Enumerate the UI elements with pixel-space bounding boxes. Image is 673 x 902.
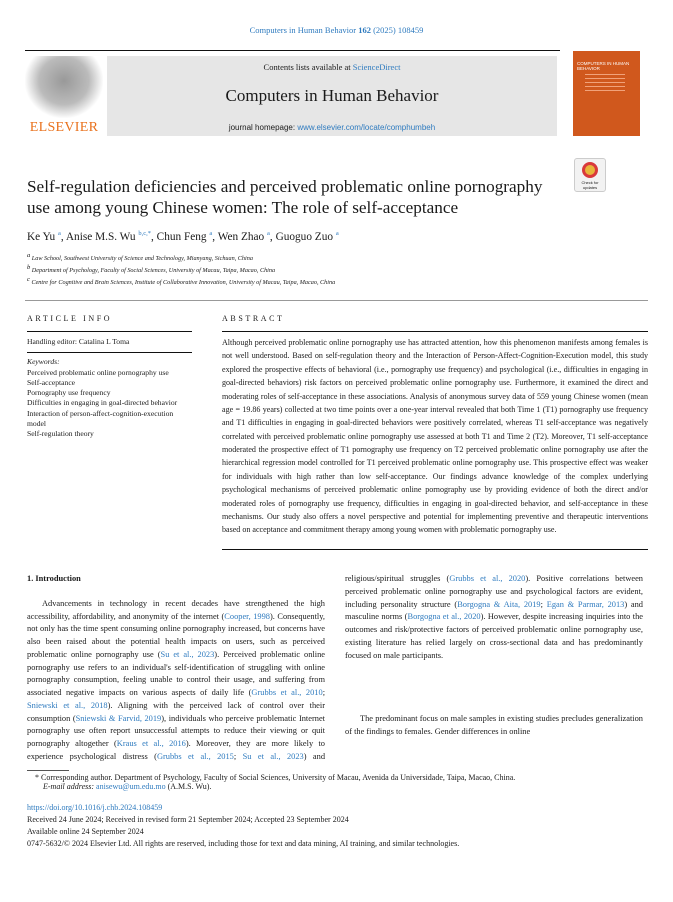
abstract-text: Although perceived problematic online pornography use has attracted attention, how this phenomenon manifests among females is not well understood. Based on self-regulation theory and the Interaction of Person-Affect-Cognition-Execution model, this study explored the prospective effects of behavioral (i.e., pornography use frequency) and psychological (i.e., difficulties in engaging in goal-directed behaviors) risk factors on perceived problematic online pornography use. Furthermore, it examined the direct and moderating roles of self-acceptance in these associations. Analysis of anonymous survey data of 559 young Chinese women (mean age = 19.86 years) collected at two time points over a one-year interval revealed that both Time 1 (T1) pornography use frequency and T1 difficulties in engaging in goal-directed behaviors were positively correlated, whereas T1 self-acceptance was negatively correlated with perceived problematic online pornography use assessed at both T1 and Time 2 (T2). Moreover, T1 self-acceptance moderated the prospective effect of T1 pornography use frequency on T2 perceived problematic online pornography use after the hierarchical regression model controlled for T1 perceived problematic online pornography use. This prospective effect was weaker for individuals with high rather than low self-acceptance. Our findings advance knowledge of the complex underlying psychological mechanisms of perceived problematic online pornography use by providing evidence of both the direct and/or moderated roles of pornography use frequency, difficulties in engaging in goal-directed behavior, and self-acceptance in these mechanisms. Our study also offers a novel perspective and potential for implementing preventive and therapeutic interventions based on acceptance and commitment therapy among young women with problematic pornography use. (222, 338, 648, 535)
journal-reference (0, 25, 673, 35)
text-run: religious/spiritual struggles ( (345, 574, 450, 583)
article-title: Self-regulation deficiencies and perceived problematic online pornography use among young Chinese women: The role of self-acceptance (27, 177, 543, 217)
text-run: ). Perceived problematic online pornography use refers to an individual's self-identification of struggling with online pornography consumption, feeling unable to control their usage, and suffering from associated negative impacts on various aspects of daily life ( (27, 649, 325, 697)
citation-link[interactable]: Cooper, 1998 (224, 611, 270, 621)
affiliation: $^b$ Department of Psychology, Faculty of Social Sciences, University of Macau, Taipa, Macao, China (27, 264, 276, 275)
citation-link[interactable]: Su et al., 2023 (160, 649, 215, 659)
intro-column-1 (27, 573, 325, 763)
journal-title: Computers in Human Behavior (225, 86, 439, 105)
doi-link[interactable]: https://doi.org/10.1016/j.chb.2024.108459 (27, 803, 163, 812)
article-info (27, 337, 192, 440)
tree-icon (25, 56, 103, 118)
continued-text (345, 573, 643, 662)
handling-editor: Handling editor: Catalina L Toma (27, 337, 130, 346)
keyword: Self-acceptance (27, 377, 76, 387)
text-run: ). Positive correlations between perceived problematic online pornography use and psychological factors are evident, including personality structure ( (345, 574, 643, 609)
keyword: Interaction of person-affect-cognition-execution model (27, 408, 174, 429)
intro-paragraph-continued (345, 573, 643, 713)
keywords-label: Keywords: (27, 357, 60, 367)
homepage-label: journal homepage: (228, 123, 296, 132)
check-for-updates-button[interactable] (574, 158, 606, 192)
text-run: ; (540, 599, 547, 609)
intro-paragraph: The predominant focus on male samples in existing studies precludes generalization of the findings to females. Gender differences in online (345, 714, 643, 736)
citation-link[interactable]: Su et al., 2023 (242, 751, 304, 761)
keyword: Self-regulation theory (27, 429, 94, 439)
sciencedirect-link[interactable]: ScienceDirect (352, 62, 401, 72)
author[interactable]: Chun Feng $^a$ (156, 230, 213, 243)
bookmark-icon (582, 162, 598, 178)
author-list: Ke Yu $^a$, Anise M.S. Wu $^{b,c,*}$, Chun Feng $^a$, Wen Zhao $^a$, Guoguo Zuo $^a$ (27, 230, 339, 243)
author[interactable]: Wen Zhao $^a$ (217, 230, 270, 243)
elsevier-logo[interactable] (25, 56, 103, 136)
cover-title: COMPUTERS IN HUMAN BEHAVIOR (577, 61, 630, 71)
journal-banner (107, 56, 557, 136)
citation-link[interactable]: Borgogna et al., 2020 (407, 612, 481, 622)
intro-paragraph (27, 598, 325, 763)
author[interactable]: Guoguo Zuo $^a$ (275, 230, 339, 243)
divider (25, 300, 648, 301)
text-run: Advancements in technology in recent decades have strengthened the high accessibility, affordability, and anonymity of the internet ( (27, 598, 325, 621)
text-run: ) and masculine norms ( (345, 599, 643, 622)
divider (222, 549, 648, 550)
text-run: ; (322, 688, 325, 697)
email-label: E-mail address: (43, 782, 95, 791)
citation-link[interactable]: Kraus et al., 2016 (116, 739, 186, 748)
text-run: ), individuals who perceive problematic Internet pornography use often report unsuccessful attempts to reduce their viewing or quit pornography altogether ( (27, 713, 325, 748)
divider (27, 331, 192, 332)
intro-column-2 (345, 573, 643, 739)
received-dates: Received 24 June 2024; Received in revised form 21 September 2024; Accepted 23 September 2024 (27, 815, 349, 824)
text-run: ). Consequently, not only has the time spent consuming online pornography increased, but concerns have also been raised about the potential health impacts on users, such as perceived problematic online pornography use ( (27, 611, 325, 659)
citation-link[interactable]: Sniewski & Farvid, 2019 (75, 713, 162, 723)
divider (25, 50, 560, 51)
text-run: ). However, despite increasing inquiries into the outcomes and risk/protective factors of perceived problematic online pornography use, existing literature has relied largely on cross-sectional data and has predominantly focused on male participants. (345, 612, 643, 660)
footnote-divider (27, 770, 69, 771)
author[interactable]: Anise M.S. Wu $^{b,c,*}$ (65, 230, 151, 243)
homepage-link[interactable]: www.elsevier.com/locate/comphumbeh (297, 123, 436, 132)
citation-link[interactable]: Grubbs et al., 2015 (156, 751, 234, 761)
available-online: Available online 24 September 2024 (27, 827, 144, 836)
abstract-heading: ABSTRACT (222, 314, 285, 323)
citation-link[interactable]: Grubbs et al., 2020 (449, 574, 526, 583)
divider (222, 331, 648, 332)
copyright: 0747-5632/© 2024 Elsevier Ltd. All rights are reserved, including those for text and data mining, AI training, and similar technologies. (27, 839, 460, 848)
text-run: ; (233, 751, 243, 761)
citation-link[interactable]: Egan & Parmar, 2013 (546, 599, 625, 609)
publisher-name: ELSEVIER (29, 120, 99, 135)
affiliation: $^c$ Centre for Cognitive and Brain Sciences, Institute of Collaborative Innovation, University of Macau, Taipa, Macao, China (27, 276, 336, 287)
keyword: Difficulties in engaging in goal-directed behavior (27, 398, 178, 408)
text-run: ). Moreover, they are more likely to experience psychological distress ( (27, 739, 325, 761)
author[interactable]: Ke Yu $^a$ (27, 230, 61, 243)
affiliation: $^a$ Law School, Southwest University of Science and Technology, Mianyang, Sichuan, China (27, 252, 253, 263)
citation-link[interactable]: Grubbs et al., 2010 (251, 688, 323, 697)
keyword: Pornography use frequency (27, 388, 111, 398)
journal-link[interactable]: Computers in Human Behavior 162 (2025) 108459 (249, 25, 424, 35)
email-link[interactable]: anisewu@um.edu.mo (96, 782, 166, 791)
badge-label: Check for updates (581, 180, 599, 190)
corresponding-footnote (27, 773, 657, 791)
journal-cover[interactable] (573, 51, 640, 136)
article-meta (27, 802, 657, 850)
email-suffix: (A.M.S. Wu). (167, 782, 212, 791)
keyword: Perceived problematic online pornography use (27, 367, 169, 377)
citation-link[interactable]: Borgogna & Aita, 2019 (457, 599, 541, 609)
article-info-heading: ARTICLE INFO (27, 314, 113, 323)
contents-label: Contents lists available at (263, 62, 351, 72)
corresponding-author: * Corresponding author. Department of Psychology, Faculty of Social Sciences, University of Macau, Avenida da Universidade, Taipa, Macao, China. (35, 773, 516, 782)
text-run: ). Aligning with the perceived lack of control over their consumption ( (27, 700, 325, 723)
citation-link[interactable]: Sniewski et al., 2018 (27, 700, 108, 710)
text-run: ) and (303, 751, 325, 761)
section-heading: 1. Introduction (27, 574, 81, 583)
